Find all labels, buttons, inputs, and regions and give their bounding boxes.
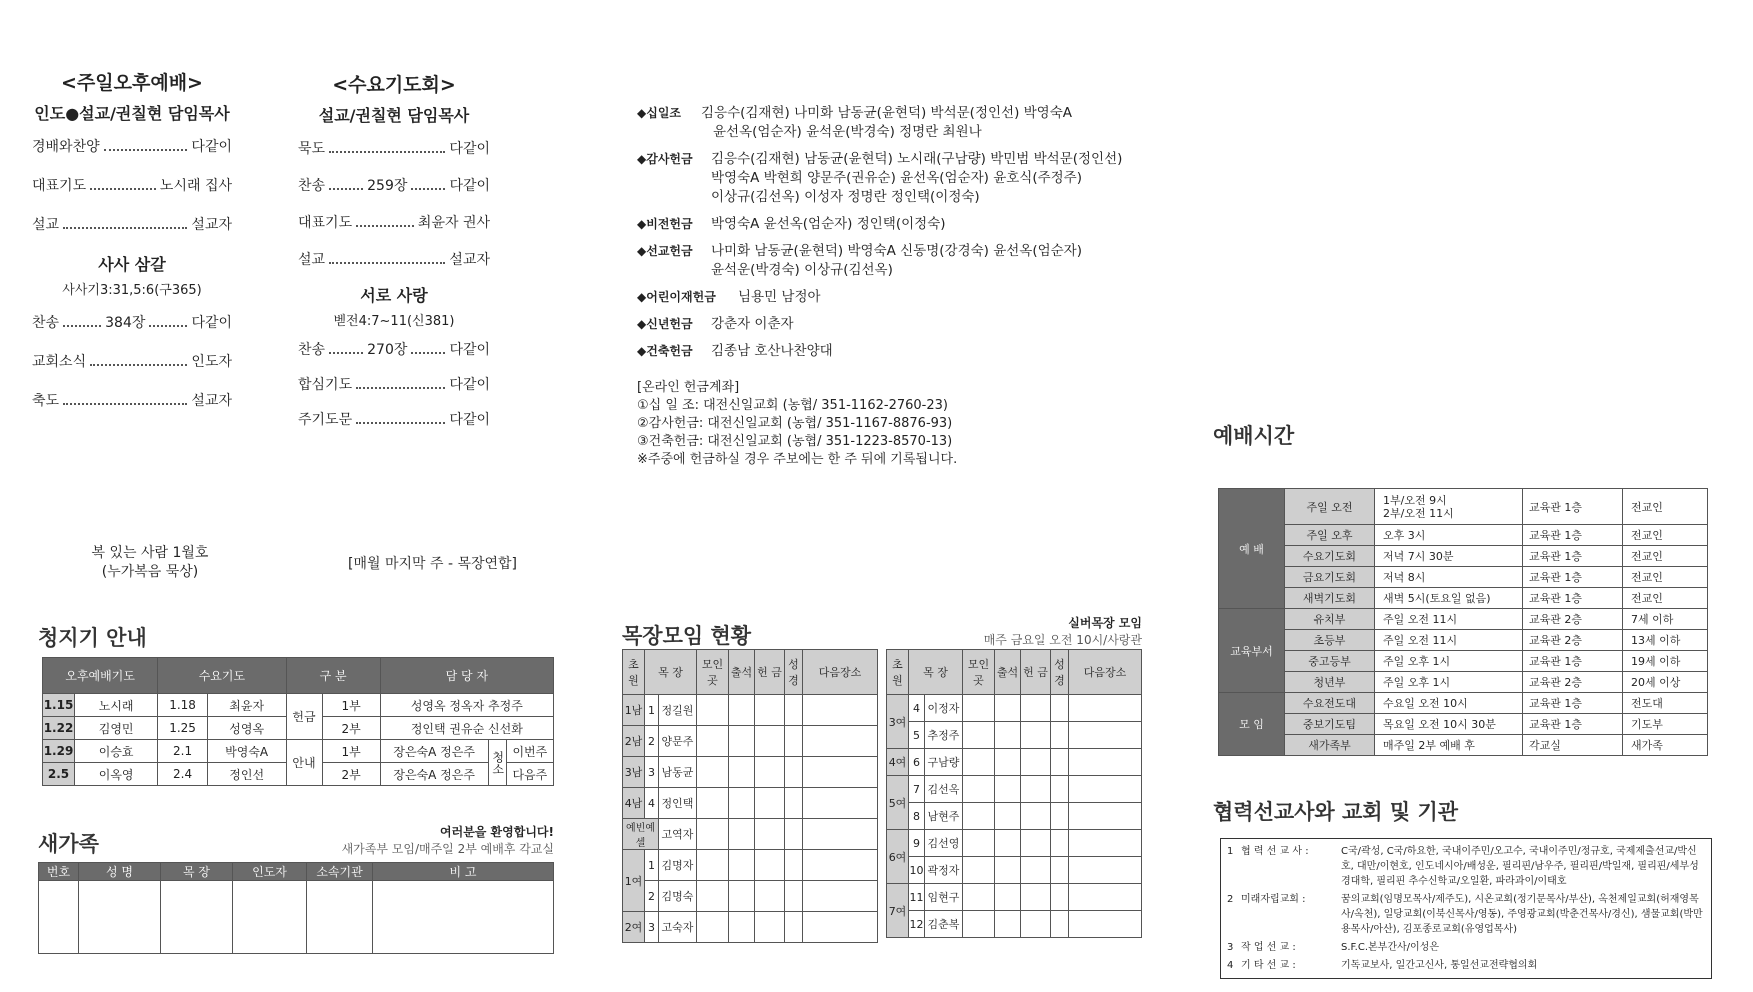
sunday-pm-sermon-ref: 사사기3:31,5:6(구365) xyxy=(62,283,202,298)
table-row: 1여 1 김명자 xyxy=(623,850,878,881)
table-row: 8 남현주 xyxy=(887,803,1142,830)
list-item: 4 기 타 선 교 : 기독교보사, 일간고신사, 통일선교전략협의회 xyxy=(1227,960,1538,971)
table-row: 1.22 김영민 1.25 성영옥 2부 정인택 권유순 신선화 xyxy=(43,717,554,740)
order-row: 설교 설교자 xyxy=(298,252,490,268)
table-row: 2여 3 고숙자 xyxy=(623,912,878,943)
missions-box xyxy=(1220,838,1712,979)
table-row: 초등부 주일 오전 11시 교육관 2층 13세 이하 xyxy=(1219,630,1708,651)
bible-study-note: 복 있는 사람 1월호 (누가복음 묵상) xyxy=(91,545,209,580)
offering-entry: ◆비전헌금 박영숙A 윤선옥(엄순자) 정인택(이정숙) xyxy=(637,216,946,232)
table-row: 2 김명숙 xyxy=(623,881,878,912)
table-row: 6여 9 김선영 xyxy=(887,830,1142,857)
order-row: 축도 설교자 xyxy=(32,393,232,409)
offering-entry: ◆건축헌금 김종남 호산나찬양대 xyxy=(637,343,833,359)
table-row: 새가족부 매주일 2부 예배 후 각교실 새가족 xyxy=(1219,735,1708,756)
table-row: 12 김춘복 xyxy=(887,911,1142,938)
table-row: 교육부서 유치부 주일 오전 11시 교육관 2층 7세 이하 xyxy=(1219,609,1708,630)
cell-groups-note: 실버목장 모임 매주 금요일 오전 10시/사랑관 xyxy=(983,616,1142,647)
list-item: 3 작 업 선 교 : S.F.C.본부간사/이성은 xyxy=(1227,942,1440,953)
sunday-pm-subtitle: 인도●설교/권칠현 담임목사 xyxy=(34,104,230,123)
order-row: 찬송 270장 다같이 xyxy=(298,342,491,358)
missions-title: 협력선교사와 교회 및 기관 xyxy=(1213,800,1459,824)
table-row: 2남 2 양문주 xyxy=(623,726,878,757)
wednesday-order-2 xyxy=(298,339,490,429)
wednesday-subtitle: 설교/권칠현 담임목사 xyxy=(318,106,470,125)
table-row: 5 추정주 xyxy=(887,722,1142,749)
table-row: 중고등부 주일 오후 1시 교육관 1층 19세 이하 xyxy=(1219,651,1708,672)
table-row: 주일 오후 오후 3시 교육관 1층 전교인 xyxy=(1219,525,1708,546)
offering-entry: ◆신년헌금 강춘자 이춘자 xyxy=(637,316,794,332)
table-row: 7여 11 임현구 xyxy=(887,884,1142,911)
newcomers-note: 여러분을 환영합니다! 새가족부 모임/매주일 2부 예배후 각교실 xyxy=(341,825,554,856)
wednesday-sermon-title: 서로 사랑 xyxy=(360,286,428,305)
order-row: 교회소식 인도자 xyxy=(32,354,232,370)
offering-entry: ◆감사헌금 김응수(김재현) 남동균(윤현덕) 노시래(구남량) 박민범 박석문(정인선) 박영숙A 박현희 양문주(권유순) 윤선옥(엄순자) 윤호식(주정주) 이상규(김선옥) 이성자 정명란 정인택(이정숙) xyxy=(637,151,1123,205)
cell-groups-table-right: 초원 목 장 모인곳 출석 헌 금 성경 다음장소 3여 4 이정자 5 추정주 4여 6 구남량 5여 7 김선옥 8 남현주 6여 9 김선영 10 곽정자 7여 11 임현구 12 김춘복 xyxy=(886,649,1142,938)
table-row: 3남 3 남동균 xyxy=(623,757,878,788)
table-row: 예빈예셀 고역자 xyxy=(623,819,878,850)
table-row: 금요기도회 저녁 8시 교육관 1층 전교인 xyxy=(1219,567,1708,588)
offering-entry: ◆어린이재헌금 님용민 남정아 xyxy=(637,289,821,305)
offering-entry: ◆선교헌금 나미화 남동균(윤현덕) 박영숙A 신동명(강경숙) 윤선옥(엄순자) 윤석운(박경숙) 이상규(김선옥) xyxy=(637,243,1082,278)
stewards-table: 오후예배기도 수요기도 구 분 담 당 자 1.15 노시래 1.18 최윤자 헌금 1부 성영옥 정옥자 추정주 1.22 김영민 1.25 성영옥 2부 정인택 권유순 신선화 1.29 이승효 2.1 박영숙A 안내 1부 장은숙A 정은주 청소 이번주 2.5 이옥영 2.4 정인선 2부 장은숙A 정은주 다음주 xyxy=(42,657,554,786)
newcomers-table: 번호 성 명 목 장 인도자 소속기관 비 고 xyxy=(38,862,554,954)
wednesday-title: <수요기도회> xyxy=(332,74,456,96)
wednesday-section xyxy=(298,70,490,429)
clean-label: 청소 xyxy=(488,740,506,786)
accounts-title: [온라인 헌금계좌] xyxy=(637,380,740,395)
table-row: 중보기도팀 목요일 오전 10시 30분 교육관 1층 기도부 xyxy=(1219,714,1708,735)
table-row xyxy=(39,881,554,954)
schedule-table xyxy=(1218,488,1708,756)
table-row: 청년부 주일 오후 1시 교육관 2층 20세 이상 xyxy=(1219,672,1708,693)
sunday-pm-section xyxy=(32,68,232,410)
table-row: 모 임 수요전도대 수요일 오전 10시 교육관 1층 전도대 xyxy=(1219,693,1708,714)
table-row: 4여 6 구남량 xyxy=(887,749,1142,776)
list-item: 2 미래자립교회 : 꿈의교회(임명모목사/제주도), 시온교회(정기문목사/부산), 옥천제일교회(허재영목사/옥천), 일당교회(이북신목사/영동), 주영광교회(박춘건목사/경신), 샘물교회(박만용목사/아산), 김포종로교회(유영업목사) xyxy=(1227,894,1703,935)
sunday-pm-title: <주일오후예배> xyxy=(61,72,203,94)
schedule-title: 예배시간 xyxy=(1213,424,1295,448)
table-row: 5여 7 김선옥 xyxy=(887,776,1142,803)
list-item: 1 협 력 선 교 사 : C국/곽성, C국/하요한, 국내이주민/오고수, 국내이주민/정규호, 국제제출선교/박신호, 대만/이현호, 인도네시아/배성운, 필리핀/남우주, 필리핀/박일재, 필리핀/세부성경대학, 필리핀 추수신학교/오일환, 파라과이/이태호 xyxy=(1227,846,1699,887)
cleaning-title: 청지기 안내 xyxy=(38,626,147,650)
wednesday-order xyxy=(298,138,490,269)
order-row: 설교 설교자 xyxy=(32,217,232,233)
table-row: 1.29 이승효 2.1 박영숙A 안내 1부 장은숙A 정은주 청소 이번주 xyxy=(43,740,554,763)
order-row: 경배와찬양 다같이 xyxy=(32,139,232,155)
table-row: 수요기도회 저녁 7시 30분 교육관 1층 전교인 xyxy=(1219,546,1708,567)
newcomers-title: 새가족 xyxy=(38,832,99,856)
table-row: 1.15 노시래 1.18 최윤자 헌금 1부 성영옥 정옥자 추정주 xyxy=(43,694,554,717)
wednesday-sermon-ref: 벧전4:7~11(신381) xyxy=(333,314,455,329)
order-row: 합심기도 다같이 xyxy=(298,377,490,393)
table-row: 2.5 이옥영 2.4 정인선 2부 장은숙A 정은주 다음주 xyxy=(43,763,554,786)
table-row: 3여 4 이정자 xyxy=(887,695,1142,722)
cell-groups-table-left: 초원 목 장 모인곳 출석 헌 금 성경 다음장소 1남 1 정길원 2남 2 양문주 3남 3 남동균 4남 4 정인택 예빈예셀 고역자 1여 1 김명자 2 김명숙 2여 3 고숙자 xyxy=(622,649,878,943)
sunday-pm-order-2 xyxy=(32,312,232,410)
table-row: 1남 1 정길원 xyxy=(623,695,878,726)
order-row: 찬송 259장 다같이 xyxy=(298,178,491,194)
order-row: 찬송 384장 다같이 xyxy=(32,315,233,331)
order-row: 대표기도 노시래 집사 xyxy=(32,178,232,194)
sunday-pm-sermon-title: 사사 삼갈 xyxy=(98,255,166,274)
order-row: 주기도문 다같이 xyxy=(298,412,490,428)
order-row: 묵도 다같이 xyxy=(298,141,490,157)
table-row: 4남 4 정인택 xyxy=(623,788,878,819)
offering-entry: ◆십일조 김응수(김재현) 나미화 남동균(윤현덕) 박석문(정인선) 박영숙A 윤선옥(엄순자) 윤석운(박경숙) 정명란 최원나 xyxy=(637,105,1072,140)
table-row: 10 곽정자 xyxy=(887,857,1142,884)
sunday-pm-order xyxy=(32,136,232,234)
table-row: 예 배 주일 오전 1부/오전 9시 2부/오전 11시 교육관 1층 전교인 xyxy=(1219,489,1708,525)
monthly-note: [매월 마지막 주 - 목장연합] xyxy=(348,556,518,572)
order-row: 대표기도 최윤자 권사 xyxy=(298,215,490,231)
table-row: 새벽기도회 새벽 5시(토요일 없음) 교육관 1층 전교인 xyxy=(1219,588,1708,609)
online-accounts: [온라인 헌금계좌] ①십 일 조: 대전신일교회 (농협/ 351-1162-2760-23) ②감사헌금: 대전신일교회 (농협/ 351-1167-8876-93) ③건축헌금: 대전신일교회 (농협/ 351-1223-8570-13) ※주중에 헌금하실 경우 주보에는 한 주 뒤에 기록됩니다. xyxy=(637,379,1057,469)
offerings-list xyxy=(637,104,1157,361)
cell-groups-title: 목장모임 현황 xyxy=(622,624,752,648)
